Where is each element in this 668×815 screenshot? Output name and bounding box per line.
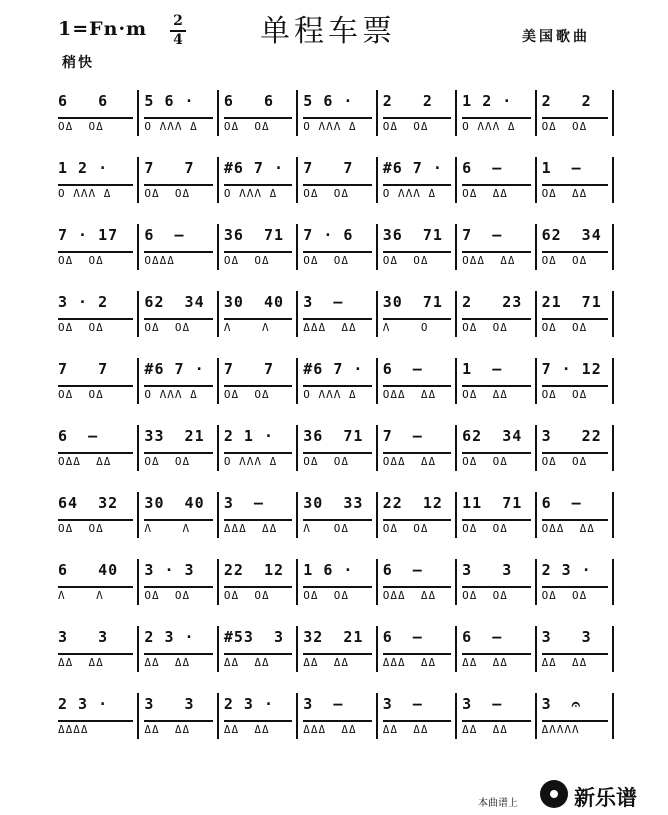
measure-notes: 36 71	[223, 226, 285, 244]
measure-notes: #53 3	[223, 628, 285, 646]
staff-row	[58, 157, 614, 203]
measure	[296, 224, 375, 270]
measure-strum-pattern: OΔ OΔ	[462, 519, 530, 535]
measure-notes: 6 —	[462, 159, 503, 177]
measure-strum-pattern: OΔ OΔ	[462, 586, 530, 602]
measure	[137, 492, 216, 538]
measure-strum-pattern: OΔ OΔ	[303, 452, 371, 468]
measure	[376, 425, 455, 471]
measure	[217, 291, 296, 337]
measure	[455, 358, 534, 404]
measure-notes: 6 —	[382, 360, 423, 378]
measure	[455, 224, 534, 270]
measure-notes: 7 7	[303, 159, 354, 177]
measure	[455, 291, 534, 337]
measure-notes: #6 7 ·	[223, 159, 285, 177]
measure-strum-pattern: OΔ ΔΔ	[542, 184, 608, 200]
measure-strum-pattern: O ΛΛΛ Δ	[144, 117, 212, 133]
measure-notes: 6 —	[462, 628, 503, 646]
staff-row	[58, 492, 614, 538]
measure-strum-pattern: ΔΔΔ ΔΔ	[224, 519, 292, 535]
measure-notes: 7 7	[58, 360, 109, 378]
measure-notes: 22 12	[223, 561, 285, 579]
measure-strum-pattern: OΔ OΔ	[383, 251, 451, 267]
measure-strum-pattern: OΔ OΔ	[462, 452, 530, 468]
measure-notes: 3 · 2	[58, 293, 109, 311]
measure	[535, 626, 614, 672]
staff-row	[58, 693, 614, 739]
staff-row	[58, 626, 614, 672]
measure-strum-pattern: ΔΔ ΔΔ	[542, 653, 608, 669]
measure-strum-pattern: OΔ OΔ	[303, 586, 371, 602]
measure-notes: 6 —	[144, 226, 185, 244]
measure-strum-pattern: OΔΔ ΔΔ	[383, 385, 451, 401]
staff-row	[58, 224, 614, 270]
measure-strum-pattern: OΔ OΔ	[303, 184, 371, 200]
measure-notes: 32 21	[303, 628, 364, 646]
measure-notes: 6 —	[382, 628, 423, 646]
measure	[217, 693, 296, 739]
measure-strum-pattern: OΔ OΔ	[542, 385, 608, 401]
measure-strum-pattern: OΔ OΔ	[462, 318, 530, 334]
measure	[137, 559, 216, 605]
measure	[376, 358, 455, 404]
measure	[217, 358, 296, 404]
measure-strum-pattern: O ΛΛΛ Δ	[303, 385, 371, 401]
measure	[137, 693, 216, 739]
measure-strum-pattern: OΔΔΔ	[144, 251, 212, 267]
footer-note: 本曲谱上	[478, 798, 518, 809]
measure-strum-pattern: OΔ OΔ	[144, 452, 212, 468]
measure-strum-pattern: O ΛΛΛ Δ	[462, 117, 530, 133]
measure-notes: 6 —	[541, 494, 582, 512]
measure-notes: 1 —	[541, 159, 582, 177]
measure-strum-pattern: Λ Λ	[58, 586, 133, 602]
measure	[58, 291, 137, 337]
measure	[535, 693, 614, 739]
measure	[535, 492, 614, 538]
measure-notes: 6 —	[382, 561, 423, 579]
measure	[217, 157, 296, 203]
measure	[296, 358, 375, 404]
measure-notes: 1 —	[462, 360, 503, 378]
measure-strum-pattern: ΔΔΔ ΔΔ	[303, 720, 371, 736]
measure	[58, 90, 137, 136]
measure-strum-pattern: O ΛΛΛ Δ	[224, 452, 292, 468]
measure-notes: 3 · 3	[144, 561, 195, 579]
time-signature-bottom: 4	[173, 32, 183, 48]
measure	[376, 157, 455, 203]
measure-notes: 30 33	[303, 494, 364, 512]
measure-notes: 3 22	[541, 427, 602, 445]
measure-strum-pattern: OΔ OΔ	[542, 318, 608, 334]
measure	[376, 693, 455, 739]
measure	[296, 291, 375, 337]
measure	[58, 425, 137, 471]
time-signature-top: 2	[173, 13, 183, 29]
measure	[455, 90, 534, 136]
measure-strum-pattern: ΔΔΔ ΔΔ	[303, 318, 371, 334]
measure	[535, 425, 614, 471]
measure-notes: 2 23	[462, 293, 523, 311]
measure	[58, 626, 137, 672]
measure-strum-pattern: OΔ OΔ	[144, 586, 212, 602]
measure-notes: 3 —	[382, 695, 423, 713]
measure-notes: 6 40	[58, 561, 119, 579]
measure	[217, 224, 296, 270]
measure-strum-pattern: ΔΔ ΔΔ	[144, 653, 212, 669]
song-title: 单程车票	[260, 14, 396, 49]
measure	[296, 425, 375, 471]
staff-row	[58, 358, 614, 404]
measure-strum-pattern: OΔ OΔ	[58, 385, 133, 401]
measure-notes: 3 3	[462, 561, 513, 579]
measure-strum-pattern: OΔ OΔ	[58, 318, 133, 334]
measure-strum-pattern: ΔΔΔΔ	[58, 720, 133, 736]
measure-notes: 33 21	[144, 427, 205, 445]
measure-notes: 6 6	[223, 92, 274, 110]
measure-notes: 2 3 ·	[223, 695, 274, 713]
measure-notes: 1 6 ·	[303, 561, 354, 579]
measure-strum-pattern: OΔ OΔ	[542, 117, 608, 133]
staff-row	[58, 559, 614, 605]
measure-strum-pattern: ΔΛΛΛΛ	[542, 720, 608, 736]
measure	[137, 291, 216, 337]
measure	[455, 693, 534, 739]
key-signature: 1=Fn·m	[58, 18, 148, 40]
measure-strum-pattern: OΔ OΔ	[224, 385, 292, 401]
measure-notes: 5 6 ·	[303, 92, 354, 110]
measure-strum-pattern: OΔ OΔ	[58, 117, 133, 133]
measure	[137, 358, 216, 404]
measure-strum-pattern: ΔΔΔ ΔΔ	[383, 653, 451, 669]
measure	[137, 157, 216, 203]
measure-notes: 3 3	[58, 628, 109, 646]
measure-notes: 30 40	[223, 293, 285, 311]
measure-strum-pattern: OΔ OΔ	[144, 184, 212, 200]
measure-strum-pattern: O ΛΛΛ Δ	[224, 184, 292, 200]
measure-strum-pattern: Λ Λ	[144, 519, 212, 535]
measure	[296, 492, 375, 538]
measure	[296, 626, 375, 672]
measure-strum-pattern: O ΛΛΛ Δ	[58, 184, 133, 200]
measure-notes: 30 40	[144, 494, 205, 512]
measure	[137, 425, 216, 471]
measure-strum-pattern: OΔ ΔΔ	[462, 385, 530, 401]
measure	[137, 224, 216, 270]
measure-notes: 2 1 ·	[223, 427, 274, 445]
measure-notes: 2 3 ·	[144, 628, 195, 646]
measure-notes: 1 2 ·	[462, 92, 513, 110]
measure-notes: 3 3	[144, 695, 195, 713]
measure	[58, 559, 137, 605]
staff-row	[58, 425, 614, 471]
measure-notes: 62 34	[462, 427, 523, 445]
measure	[58, 693, 137, 739]
measure	[217, 626, 296, 672]
measure-strum-pattern: O ΛΛΛ Δ	[383, 184, 451, 200]
time-signature	[170, 14, 186, 48]
vinyl-record-icon	[540, 780, 568, 808]
measure-notes: 3 3	[541, 628, 592, 646]
measure-strum-pattern: OΔ OΔ	[303, 251, 371, 267]
measure	[376, 224, 455, 270]
measure-strum-pattern: OΔ OΔ	[224, 251, 292, 267]
measure	[535, 291, 614, 337]
measure-notes: 11 71	[462, 494, 523, 512]
staff-row	[58, 291, 614, 337]
measure-strum-pattern: O ΛΛΛ Δ	[303, 117, 371, 133]
measure-notes: 7 —	[462, 226, 503, 244]
measure	[296, 693, 375, 739]
measure	[455, 626, 534, 672]
measure	[455, 492, 534, 538]
measure-notes: 7 7	[223, 360, 274, 378]
measure-notes: 2 2	[541, 92, 592, 110]
measure-notes: 7 7	[144, 159, 195, 177]
measure-notes: 6 —	[58, 427, 99, 445]
measure-notes: 7 · 12	[541, 360, 602, 378]
measure-strum-pattern: OΔΔ ΔΔ	[383, 586, 451, 602]
measure-strum-pattern: OΔΔ ΔΔ	[58, 452, 133, 468]
measure-notes: 7 · 17	[58, 226, 119, 244]
measure-strum-pattern: ΔΔ ΔΔ	[303, 653, 371, 669]
measure-strum-pattern: ΔΔ ΔΔ	[224, 653, 292, 669]
measure-strum-pattern: OΔΔ ΔΔ	[383, 452, 451, 468]
measure-notes: 36 71	[382, 226, 443, 244]
measure-strum-pattern: OΔ OΔ	[542, 586, 608, 602]
measure-notes: 22 12	[382, 494, 443, 512]
measure-notes: 21 71	[541, 293, 602, 311]
measure	[376, 559, 455, 605]
measure	[535, 90, 614, 136]
measure	[58, 492, 137, 538]
measure	[455, 559, 534, 605]
measure-notes: 7 · 6	[303, 226, 354, 244]
measure-notes: #6 7 ·	[144, 360, 205, 378]
measure-strum-pattern: OΔ OΔ	[383, 519, 451, 535]
measure-notes: 5 6 ·	[144, 92, 195, 110]
measure-notes: 3 —	[462, 695, 503, 713]
staff-row	[58, 90, 614, 136]
measure-notes: 6 6	[58, 92, 109, 110]
measure-notes: 2 2	[382, 92, 433, 110]
measure-notes: 3 —	[303, 293, 344, 311]
measure-notes: 2 3 ·	[58, 695, 109, 713]
measure-notes: 7 —	[382, 427, 423, 445]
measure-notes: 62 34	[144, 293, 205, 311]
measure	[58, 224, 137, 270]
measure-strum-pattern: OΔ OΔ	[58, 519, 133, 535]
tempo-marking: 稍快	[62, 55, 94, 71]
measure-strum-pattern: ΔΔ ΔΔ	[144, 720, 212, 736]
measure	[376, 90, 455, 136]
measure-strum-pattern: Λ Λ	[224, 318, 292, 334]
measure-notes: #6 7 ·	[382, 159, 443, 177]
measure	[137, 90, 216, 136]
measure	[376, 492, 455, 538]
measure-strum-pattern: OΔ ΔΔ	[462, 184, 530, 200]
measure	[296, 157, 375, 203]
measure	[217, 492, 296, 538]
measure	[535, 224, 614, 270]
measure	[535, 559, 614, 605]
measure-strum-pattern: ΔΔ ΔΔ	[462, 653, 530, 669]
measure	[296, 559, 375, 605]
measure-strum-pattern: OΔ OΔ	[144, 318, 212, 334]
measure-strum-pattern: ΔΔ ΔΔ	[462, 720, 530, 736]
measure-notes: 30 71	[382, 293, 443, 311]
measure-strum-pattern: Λ O	[383, 318, 451, 334]
brand-logo: 新乐谱	[574, 786, 637, 810]
measure-notes: 1 2 ·	[58, 159, 109, 177]
measure-notes: 2 3 ·	[541, 561, 592, 579]
measure-notes: 3 —	[223, 494, 264, 512]
measure	[217, 425, 296, 471]
measure-strum-pattern: ΔΔ ΔΔ	[58, 653, 133, 669]
measure-notes: 36 71	[303, 427, 364, 445]
measure	[58, 358, 137, 404]
measure	[535, 157, 614, 203]
measure-strum-pattern: OΔ OΔ	[224, 117, 292, 133]
measure-strum-pattern: OΔΔ ΔΔ	[462, 251, 530, 267]
measure-strum-pattern: ΔΔ ΔΔ	[383, 720, 451, 736]
measure	[217, 559, 296, 605]
measure	[296, 90, 375, 136]
measure-strum-pattern: OΔ OΔ	[224, 586, 292, 602]
measure	[137, 626, 216, 672]
measure	[217, 90, 296, 136]
measure-notes: 3 𝄐	[541, 695, 581, 713]
measure	[455, 425, 534, 471]
measure-strum-pattern: O ΛΛΛ Δ	[144, 385, 212, 401]
measure	[535, 358, 614, 404]
measure-strum-pattern: OΔΔ ΔΔ	[542, 519, 608, 535]
measure	[58, 157, 137, 203]
measure-strum-pattern: OΔ OΔ	[542, 251, 608, 267]
measure-notes: 62 34	[541, 226, 602, 244]
measure-strum-pattern: Λ OΔ	[303, 519, 371, 535]
composer-credit: 美国歌曲	[522, 29, 590, 45]
measure	[455, 157, 534, 203]
measure	[376, 291, 455, 337]
measure-strum-pattern: OΔ OΔ	[383, 117, 451, 133]
measure-notes: 64 32	[58, 494, 119, 512]
measure-notes: 3 —	[303, 695, 344, 713]
measure-strum-pattern: OΔ OΔ	[58, 251, 133, 267]
measure	[376, 626, 455, 672]
measure-strum-pattern: OΔ OΔ	[542, 452, 608, 468]
measure-notes: #6 7 ·	[303, 360, 364, 378]
measure-strum-pattern: ΔΔ ΔΔ	[224, 720, 292, 736]
